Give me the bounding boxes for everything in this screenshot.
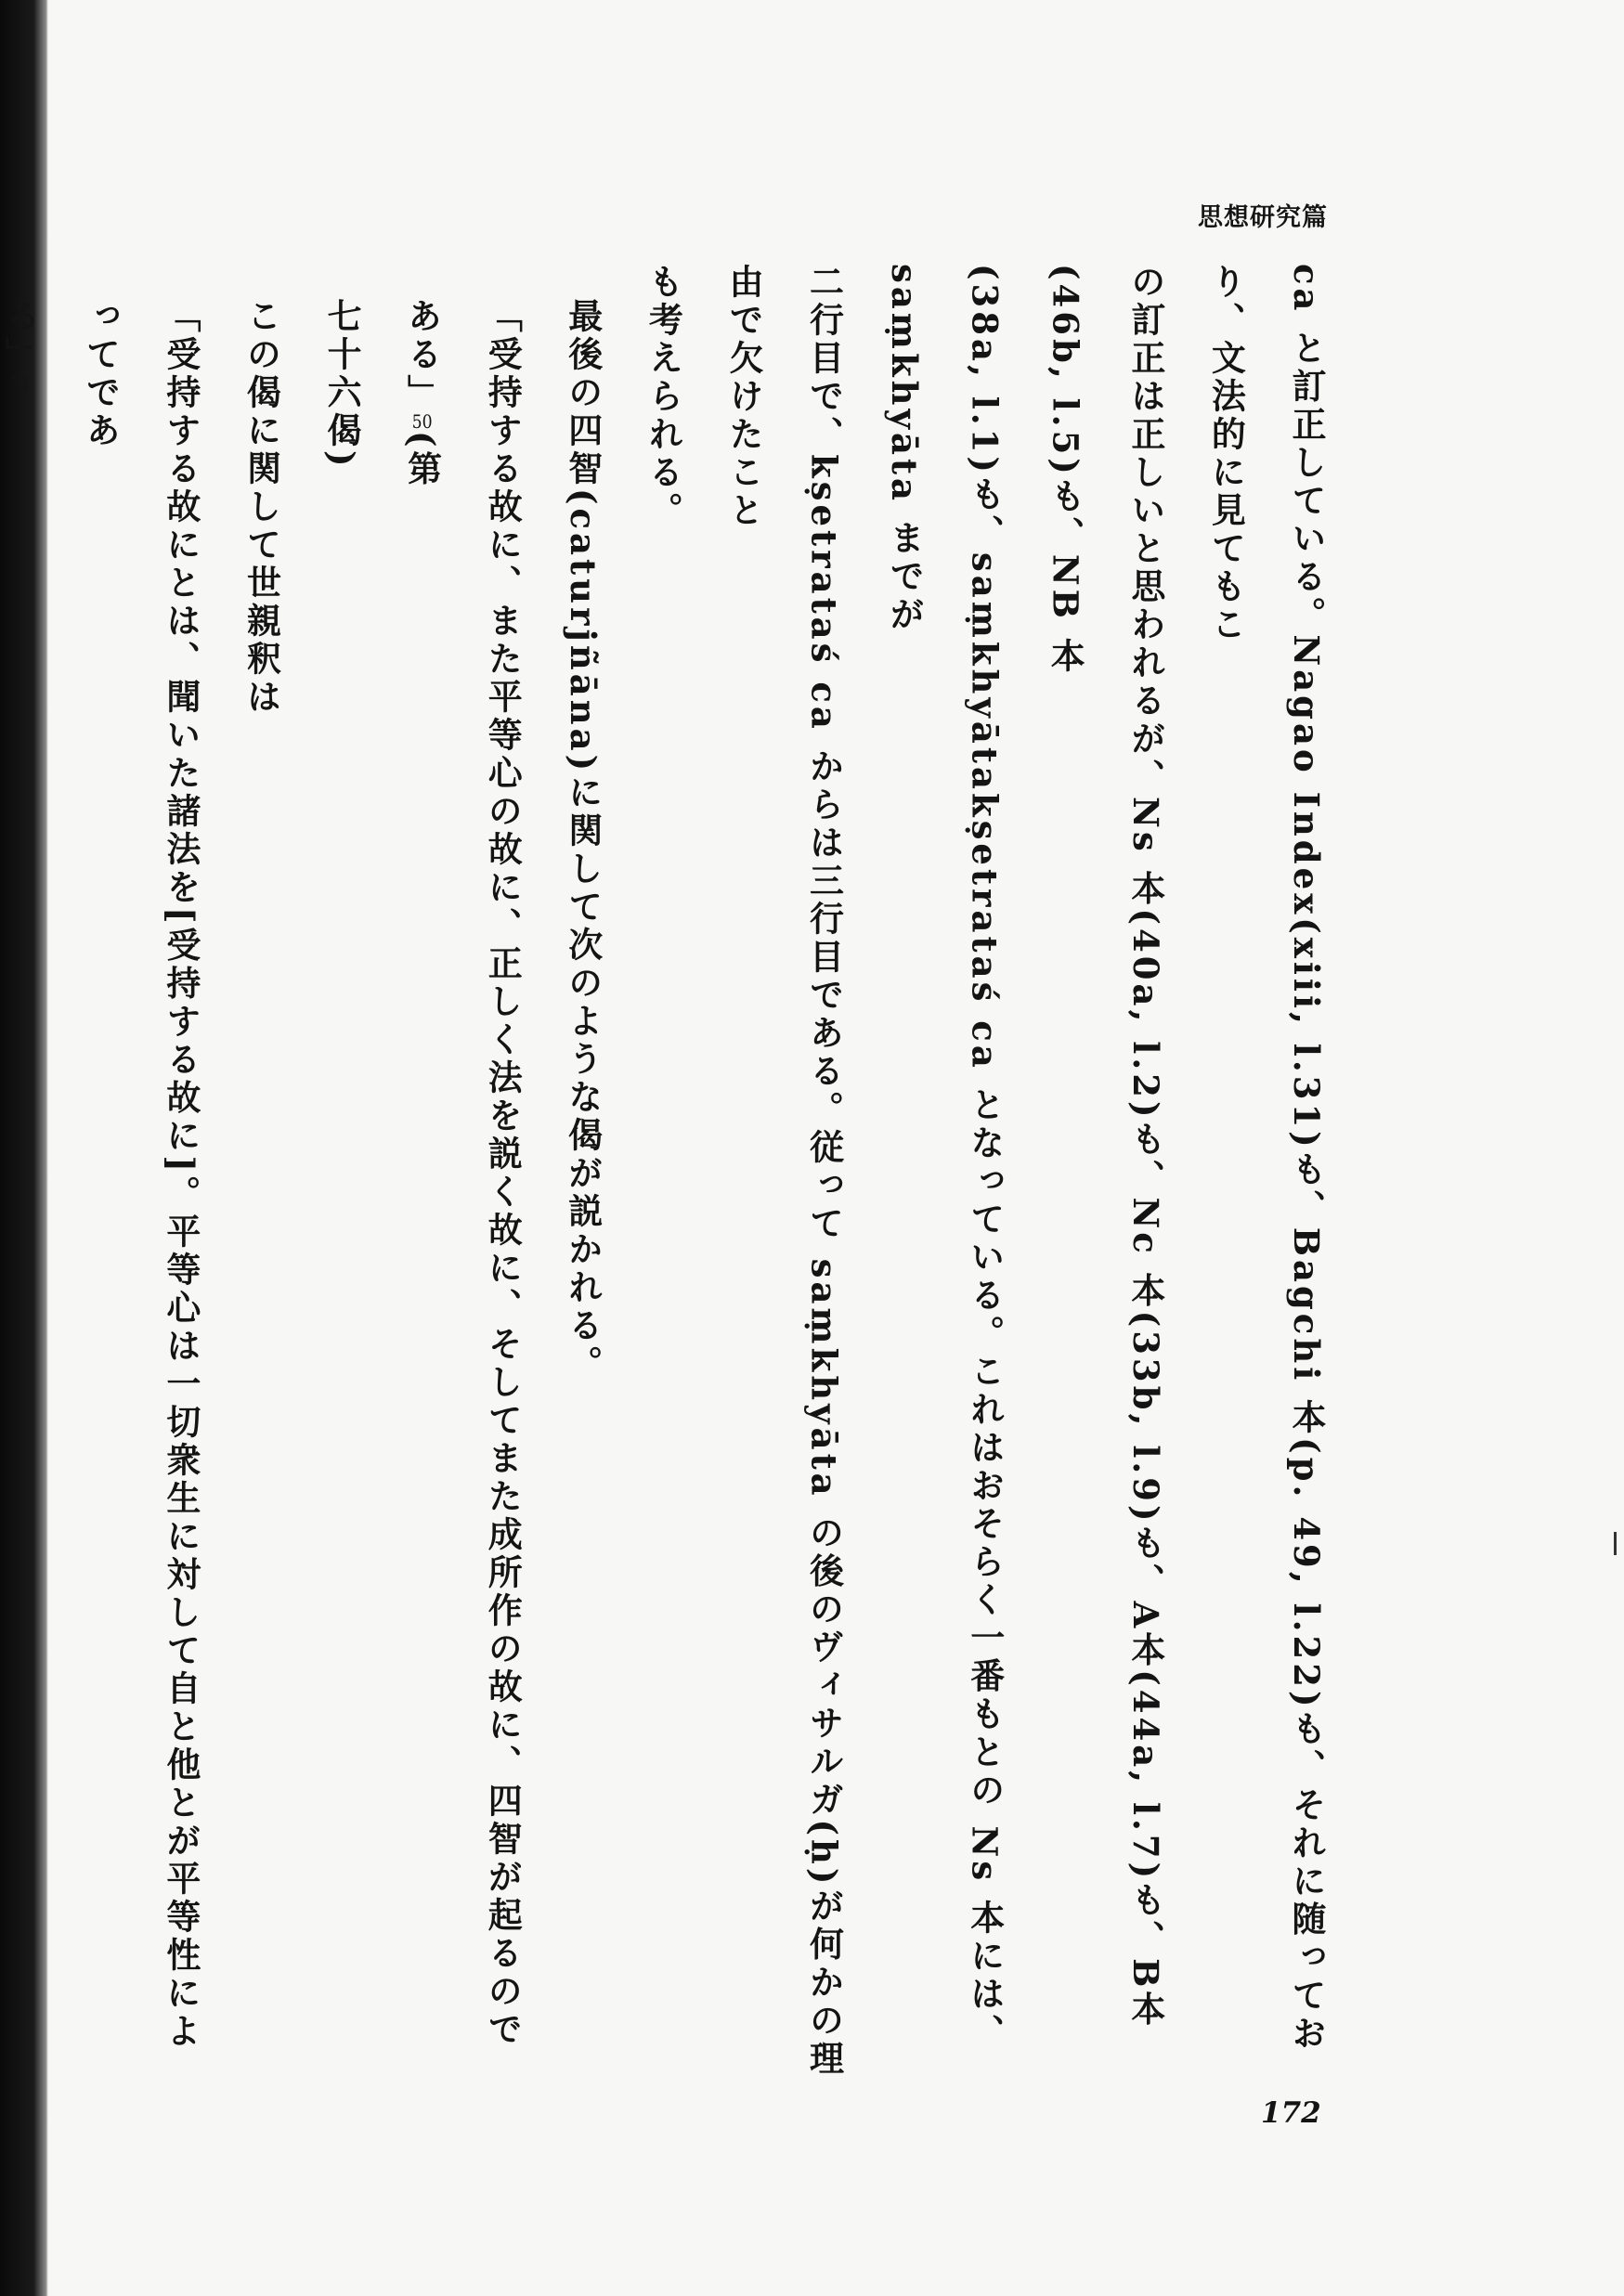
page-number: 172	[1261, 2096, 1321, 2130]
text-column	[623, 264, 704, 2083]
column-text: る」	[0, 298, 41, 374]
column-text: 最後の四智(caturjñāna)に関して次のような偈が説かれる。	[562, 298, 604, 1384]
column-text: も考えられる。	[643, 264, 684, 530]
text-column	[542, 264, 623, 2083]
column-text: 「受持する故に、また平等心の故に、正しく法を説く故に、そしてまた成所作の故に、四智が起るのである」	[401, 298, 524, 2049]
column-text: 七十六偈)	[321, 298, 363, 471]
running-header: 思想研究篇	[1198, 203, 1328, 232]
vertical-body-text	[0, 264, 1346, 2083]
column-text: の訂正は正しいと思われるが、Ns 本(40a, l.2)も、Nc 本(33b, l.9)も、A本(44a, l.7)も、B本(46b, l.5)も、NB 本	[1045, 264, 1166, 2030]
column-text-after-note: (第	[401, 431, 443, 489]
text-column	[301, 264, 382, 2083]
text-column	[864, 264, 1025, 2083]
text-column	[0, 264, 60, 2083]
column-text: 「受持する故にとは、聞いた諸法を[受持する故に]。平等心は一切衆生に対して自と他とが平等性によってであ	[80, 298, 201, 2052]
column-text: この偈に関して世親釈は	[240, 298, 282, 717]
margin-mark	[1614, 1532, 1617, 1555]
text-column	[221, 264, 302, 2083]
text-column	[1186, 264, 1346, 2083]
footnote-marker: 51	[9, 374, 31, 393]
footnote-marker: 50	[411, 412, 433, 431]
text-column	[60, 264, 221, 2083]
column-text: ca と訂正している。Nagao Index(xiii, l.31)も、Bagchi 本(p. 49, l.22)も、それに随っており、文法的に見てもこ	[1205, 264, 1327, 2054]
text-column	[703, 264, 864, 2083]
text-column	[382, 264, 542, 2083]
column-text: 二行目で、kṣetrataś ca からは三行目である。従って saṃkhyāta の後のヴィサルガ(ḥ)が何かの理由で欠けたこと	[722, 264, 845, 2079]
text-column	[1025, 264, 1186, 2083]
column-text: (38a, l.1)も、saṃkhyātakṣetrataś ca となっている。これはおそらく一番もとの Ns 本には、saṃkhyāta までが	[884, 264, 1006, 2053]
